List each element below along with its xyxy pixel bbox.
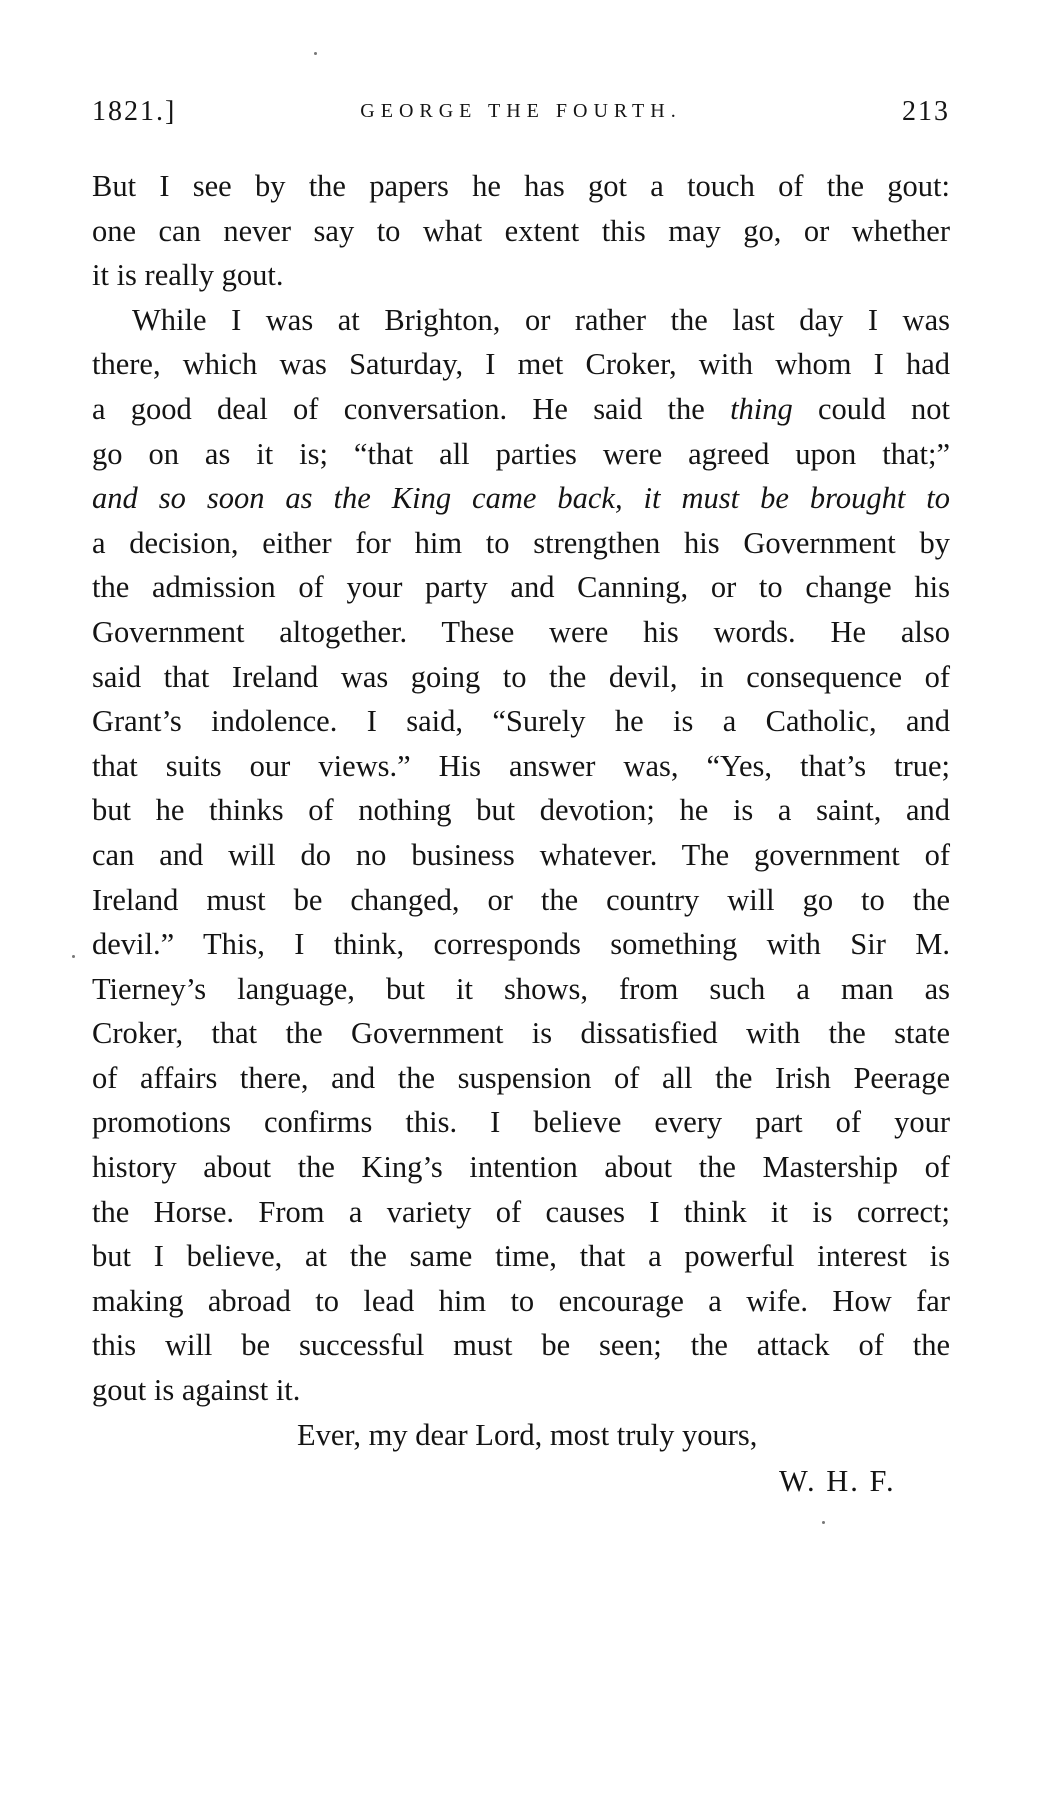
header-year: 1821.]: [92, 96, 177, 127]
text-line: making abroad to lead him to encourage a wife. How far: [92, 1283, 950, 1318]
text-line: Grant’s indolence. I said, “Surely he is a Catholic, and: [92, 704, 950, 739]
text-line: a good deal of conversation. He said the thing could not: [92, 391, 950, 426]
text-line: of affairs there, and the suspension of all the Irish Peerage: [92, 1060, 950, 1095]
text-line: the admission of your party and Canning, or to change his: [92, 570, 950, 605]
text-line: but he thinks of nothing but devotion; he is a saint, and: [92, 793, 950, 828]
text-line: While I was at Brighton, or rather the last day I was: [132, 302, 950, 337]
running-header: [92, 96, 950, 136]
text-line: that suits our views.” His answer was, “Yes, that’s true;: [92, 748, 950, 783]
header-title: GEORGE THE FOURTH.: [360, 100, 682, 122]
text-line: promotions confirms this. I believe every part of your: [92, 1105, 950, 1140]
text-line: devil.” This, I think, corresponds something with Sir M.: [92, 927, 950, 962]
text-line: Ireland must be changed, or the country will go to the: [92, 882, 950, 917]
text-line: go on as it is; “that all parties were agreed upon that;”: [92, 436, 950, 471]
text-line: a decision, either for him to strengthen his Government by: [92, 525, 950, 560]
text-line: but I believe, at the same time, that a powerful interest is: [92, 1239, 950, 1274]
letter-signature: W. H. F.: [779, 1464, 896, 1498]
text-line: [92, 476, 950, 521]
text-line: the Horse. From a variety of causes I think it is correct;: [92, 1194, 950, 1229]
text-line: history about the King’s intention about the Mastership of: [92, 1150, 950, 1185]
page-number: 213: [902, 96, 950, 127]
emphasis-text: and so soon as the King came back, it must be brought to: [92, 481, 950, 516]
text-line: it is really gout.: [92, 258, 284, 293]
text-line: Government altogether. These were his words. He also: [92, 614, 950, 649]
text-line: Croker, that the Government is dissatisfied with the state: [92, 1016, 950, 1051]
paper-speck: [72, 955, 75, 958]
emphasis-text: thing: [730, 391, 793, 426]
text-line: one can never say to what extent this may go, or whether: [92, 213, 950, 248]
text-line: can and will do no business whatever. The government of: [92, 837, 950, 872]
letter-closing: Ever, my dear Lord, most truly yours,: [297, 1418, 758, 1452]
text-line: But I see by the papers he has got a touch of the gout:: [92, 169, 950, 203]
text-line: Tierney’s language, but it shows, from such a man as: [92, 971, 950, 1006]
text-line: said that Ireland was going to the devil, in consequence of: [92, 659, 950, 694]
paper-speck: [314, 52, 317, 55]
letter-body: [92, 164, 950, 1413]
text-line: this will be successful must be seen; the attack of the: [92, 1328, 950, 1363]
text-line: gout is against it.: [92, 1373, 301, 1408]
text-line: there, which was Saturday, I met Croker, with whom I had: [92, 347, 950, 382]
paper-speck: [822, 1521, 825, 1524]
